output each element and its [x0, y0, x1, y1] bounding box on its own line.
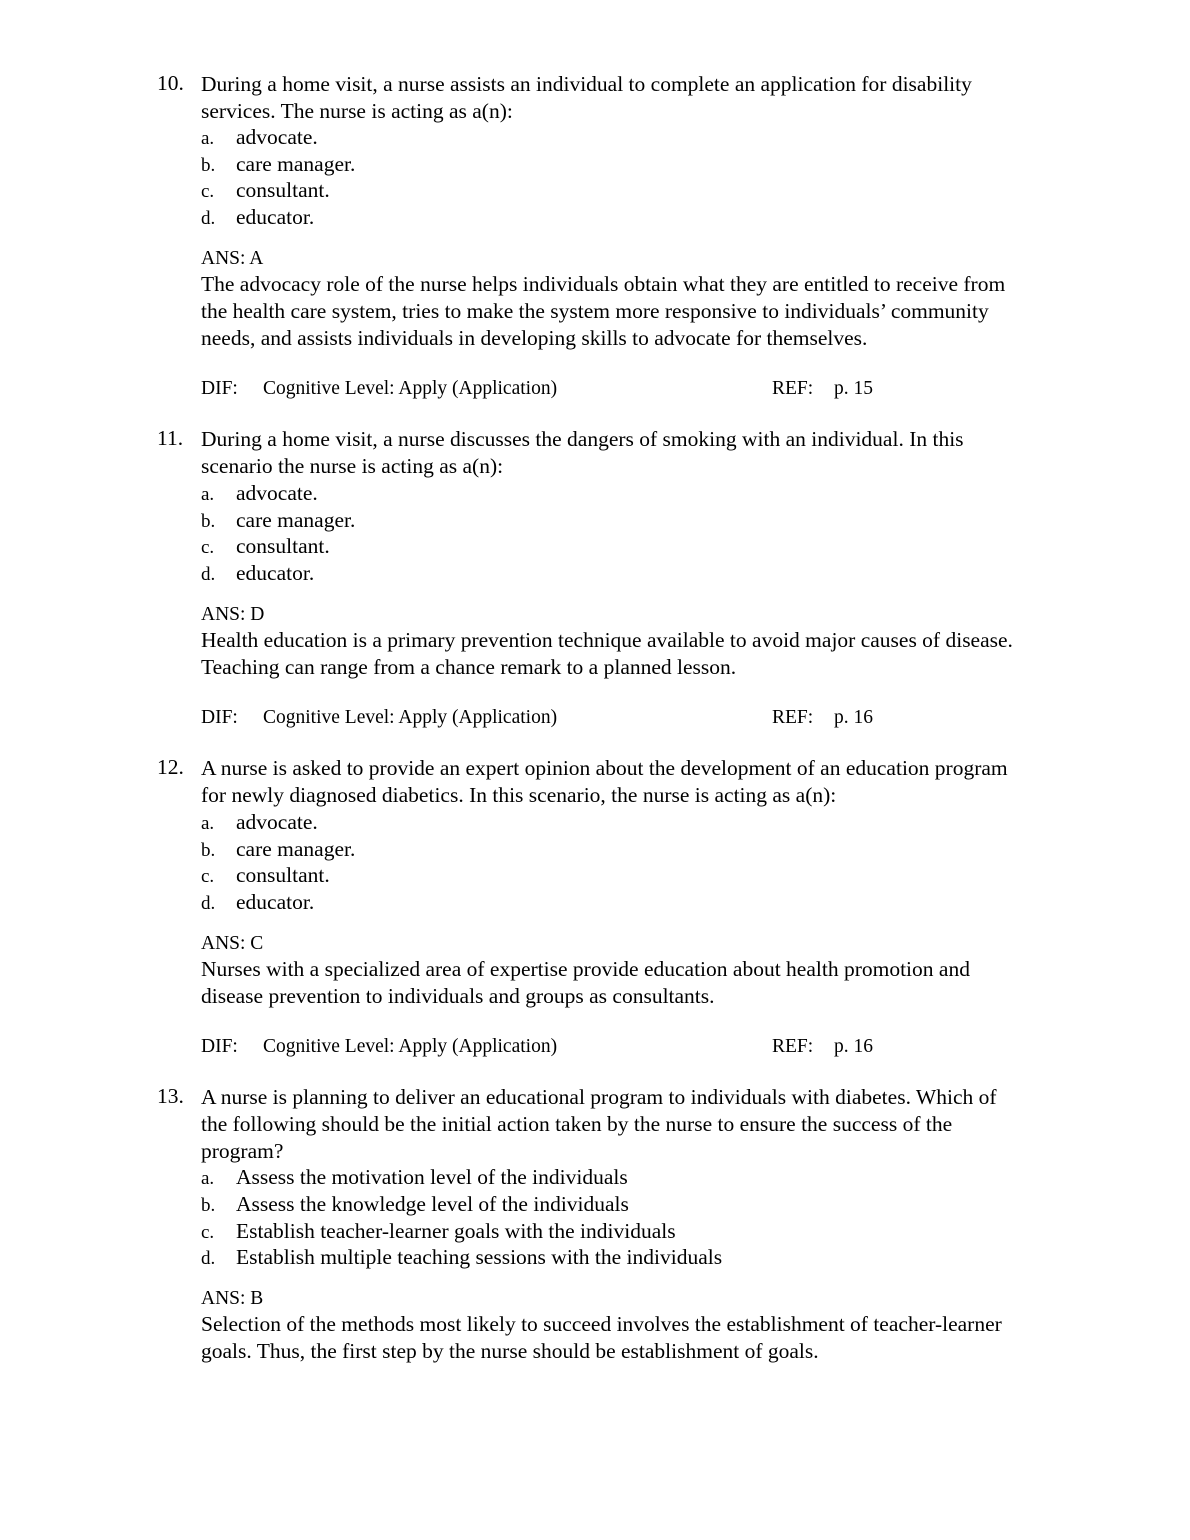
reference [772, 1036, 873, 1058]
option-letter: a. [201, 813, 215, 834]
difficulty [201, 1036, 557, 1058]
option-letter: d. [201, 1248, 216, 1269]
option-d [201, 889, 314, 917]
option-letter: d. [201, 893, 216, 914]
option-letter: c. [201, 181, 215, 202]
option-a [201, 1164, 628, 1192]
option-text: consultant. [236, 863, 330, 887]
stem-line: program? [201, 1139, 284, 1163]
dif-label: DIF: [201, 707, 238, 728]
stem-line: services. The nurse is acting as a(n): [201, 99, 513, 123]
stem-line: A nurse is asked to provide an expert opinion about the development of an education program [201, 756, 1008, 780]
ref-label: REF: [772, 1036, 814, 1057]
option-letter: d. [201, 208, 216, 229]
rationale-line: Health education is a primary prevention technique available to avoid major causes of disease. [201, 628, 1013, 652]
option-text: Establish teacher-learner goals with the individuals [236, 1219, 676, 1243]
option-text: Assess the motivation level of the individuals [236, 1165, 628, 1189]
dif-label: DIF: [201, 378, 238, 399]
answer-key: ANS: D [201, 604, 265, 625]
rationale-line: disease prevention to individuals and groups as consultants. [201, 984, 715, 1008]
ref-value: p. 16 [834, 1036, 873, 1057]
question-stem [201, 71, 1101, 125]
option-c [201, 533, 330, 561]
rationale [201, 271, 1101, 352]
option-letter: b. [201, 1195, 216, 1216]
option-a [201, 124, 318, 152]
rationale-line: the health care system, tries to make the system more responsive to individuals’ community [201, 299, 989, 323]
option-letter: b. [201, 155, 216, 176]
ref-label: REF: [772, 707, 814, 728]
option-text: care manager. [236, 837, 356, 861]
option-letter: c. [201, 1222, 215, 1243]
rationale-line: goals. Thus, the first step by the nurse should be establishment of goals. [201, 1339, 819, 1363]
option-letter: a. [201, 484, 215, 505]
ref-value: p. 15 [834, 378, 873, 399]
option-text: consultant. [236, 534, 330, 558]
question-stem [201, 1084, 1101, 1165]
question-stem [201, 755, 1101, 809]
reference [772, 707, 873, 729]
stem-line: the following should be the initial action taken by the nurse to ensure the success of the [201, 1112, 953, 1136]
rationale [201, 1311, 1101, 1365]
dif-value: Cognitive Level: Apply (Application) [263, 707, 558, 728]
option-text: care manager. [236, 152, 356, 176]
rationale [201, 956, 1101, 1010]
option-c [201, 862, 330, 890]
option-d [201, 204, 314, 232]
option-text: Establish multiple teaching sessions with the individuals [236, 1245, 723, 1269]
ref-value: p. 16 [834, 707, 873, 728]
stem-line: During a home visit, a nurse discusses the dangers of smoking with an individual. In this [201, 427, 964, 451]
option-text: educator. [236, 890, 315, 914]
option-letter: b. [201, 511, 216, 532]
option-text: consultant. [236, 178, 330, 202]
option-letter: a. [201, 1168, 215, 1189]
option-text: care manager. [236, 508, 356, 532]
option-d [201, 560, 314, 588]
question-number: 12. [157, 755, 184, 779]
option-letter: d. [201, 564, 216, 585]
question-stem [201, 426, 1101, 480]
option-letter: a. [201, 128, 215, 149]
option-b [201, 1191, 629, 1219]
difficulty [201, 707, 557, 729]
question-number: 10. [157, 71, 184, 95]
option-b [201, 836, 355, 864]
option-letter: c. [201, 866, 215, 887]
answer-key: ANS: A [201, 248, 264, 269]
question-number: 13. [157, 1084, 184, 1108]
rationale [201, 627, 1101, 681]
option-b [201, 151, 355, 179]
option-b [201, 507, 355, 535]
option-text: educator. [236, 205, 315, 229]
answer-key: ANS: C [201, 933, 264, 954]
rationale-line: The advocacy role of the nurse helps individuals obtain what they are entitled to receive from [201, 272, 1006, 296]
stem-line: scenario the nurse is acting as a(n): [201, 454, 504, 478]
question-number: 11. [157, 426, 184, 450]
dif-value: Cognitive Level: Apply (Application) [263, 1036, 558, 1057]
dif-value: Cognitive Level: Apply (Application) [263, 378, 558, 399]
option-c [201, 1218, 676, 1246]
stem-line: for newly diagnosed diabetics. In this scenario, the nurse is acting as a(n): [201, 783, 837, 807]
dif-label: DIF: [201, 1036, 238, 1057]
rationale-line: Nurses with a specialized area of expertise provide education about health promotion and [201, 957, 970, 981]
option-text: advocate. [236, 481, 318, 505]
option-text: educator. [236, 561, 315, 585]
answer-key: ANS: B [201, 1288, 264, 1309]
rationale-line: Selection of the methods most likely to succeed involves the establishment of teacher-learner [201, 1312, 1002, 1336]
option-letter: c. [201, 537, 215, 558]
option-c [201, 177, 330, 205]
reference [772, 378, 873, 400]
rationale-line: Teaching can range from a chance remark to a planned lesson. [201, 655, 737, 679]
option-letter: b. [201, 840, 216, 861]
rationale-line: needs, and assists individuals in developing skills to advocate for themselves. [201, 326, 868, 350]
difficulty [201, 378, 557, 400]
ref-label: REF: [772, 378, 814, 399]
stem-line: A nurse is planning to deliver an educational program to individuals with diabetes. Which of [201, 1085, 997, 1109]
option-a [201, 809, 318, 837]
option-d [201, 1244, 722, 1272]
option-text: advocate. [236, 810, 318, 834]
stem-line: During a home visit, a nurse assists an individual to complete an application for disability [201, 72, 972, 96]
option-a [201, 480, 318, 508]
option-text: Assess the knowledge level of the individuals [236, 1192, 629, 1216]
option-text: advocate. [236, 125, 318, 149]
